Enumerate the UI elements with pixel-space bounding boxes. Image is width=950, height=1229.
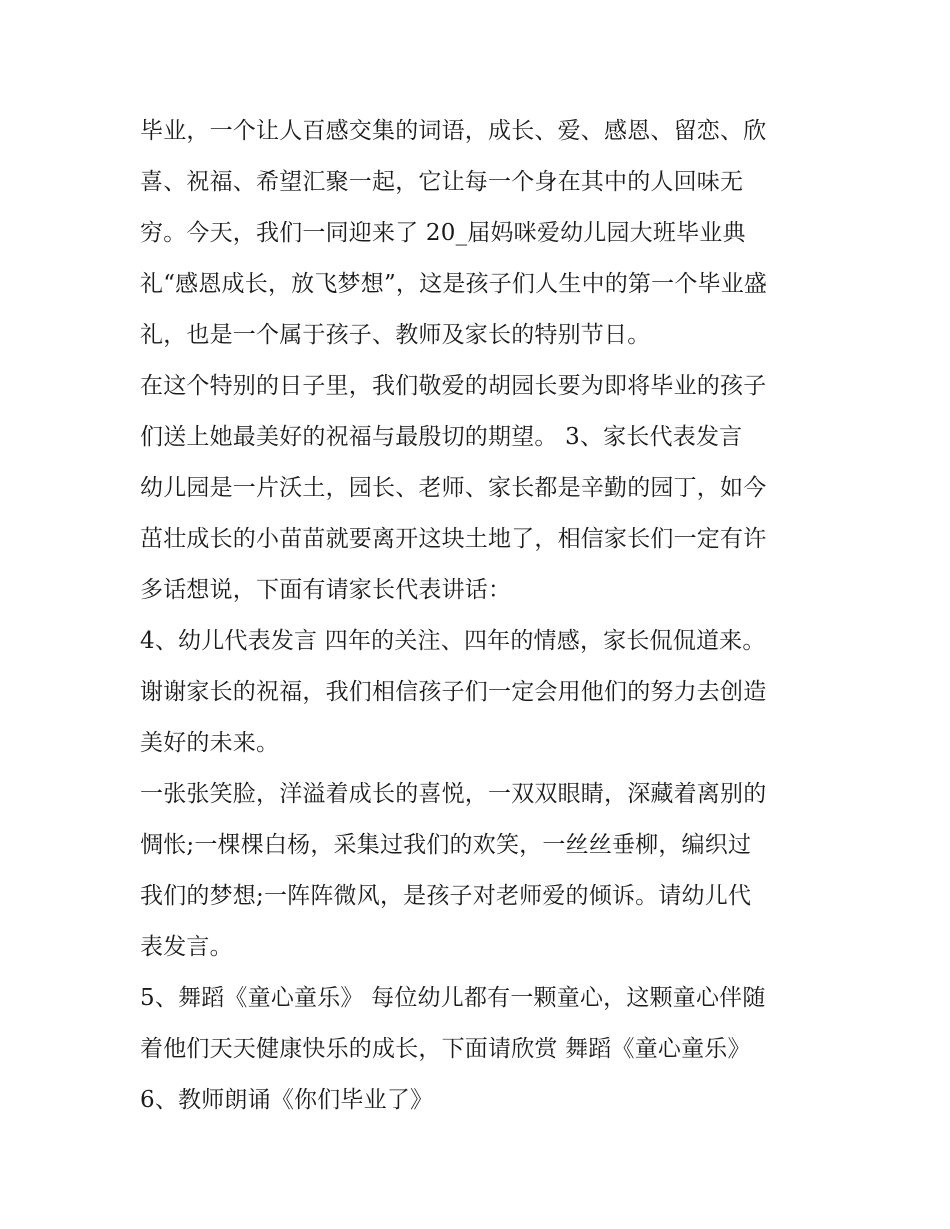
text-line: 毕业，一个让人百感交集的词语，成长、爱、感恩、留恋、欣	[140, 118, 767, 144]
paragraph-graduation-intro	[140, 106, 820, 361]
text-line: 惆怅;一棵棵白杨，采集过我们的欢笑，一丝丝垂柳，编织过	[140, 832, 752, 858]
text-line: 6、教师朗诵《你们毕业了》	[140, 1087, 434, 1113]
paragraph-teacher-recital	[140, 1075, 820, 1126]
paragraph-thanks	[140, 667, 820, 769]
text-line: 一张张笑脸，洋溢着成长的喜悦，一双双眼睛，深藏着离别的	[140, 781, 767, 807]
text-line: 在这个特别的日子里，我们敬爱的胡园长要为即将毕业的孩子	[140, 373, 767, 399]
text-line: 幼儿园是一片沃土，园长、老师、家长都是辛勤的园丁，如今	[140, 475, 767, 501]
text-line: 美好的未来。	[140, 730, 280, 756]
text-line: 礼“感恩成长，放飞梦想”，这是孩子们人生中的第一个毕业盛	[140, 271, 768, 297]
text-line: 穷。今天，我们一同迎来了 20_届妈咪爱幼儿园大班毕业典	[140, 220, 746, 246]
text-line: 们送上她最美好的祝福与最殷切的期望。 3、家长代表发言	[140, 424, 743, 450]
text-line: 4、幼儿代表发言 四年的关注、四年的情感，家长侃侃道来。	[140, 628, 766, 654]
paragraph-smiling-faces	[140, 769, 820, 973]
document-body	[140, 106, 820, 1126]
paragraph-dance	[140, 973, 820, 1075]
paragraph-parent-speech	[140, 463, 820, 616]
text-line: 多话想说，下面有请家长代表讲话：	[140, 577, 512, 603]
text-line: 着他们天天健康快乐的成长，下面请欣赏 舞蹈《童心童乐》	[140, 1036, 751, 1062]
text-line: 5、舞蹈《童心童乐》 每位幼儿都有一颗童心，这颗童心伴随	[140, 985, 766, 1011]
paragraph-principal-blessing	[140, 361, 820, 463]
text-line: 喜、祝福、希望汇聚一起，它让每一个身在其中的人回味无	[140, 169, 744, 195]
text-line: 礼，也是一个属于孩子、教师及家长的特别节日。	[140, 322, 651, 348]
text-line: 表发言。	[140, 934, 233, 960]
paragraph-child-representative	[140, 616, 820, 667]
text-line: 谢谢家长的祝福，我们相信孩子们一定会用他们的努力去创造	[140, 679, 767, 705]
text-line: 我们的梦想;一阵阵微风，是孩子对老师爱的倾诉。请幼儿代	[140, 883, 752, 909]
text-line: 茁壮成长的小苗苗就要离开这块土地了，相信家长们一定有许	[140, 526, 767, 552]
